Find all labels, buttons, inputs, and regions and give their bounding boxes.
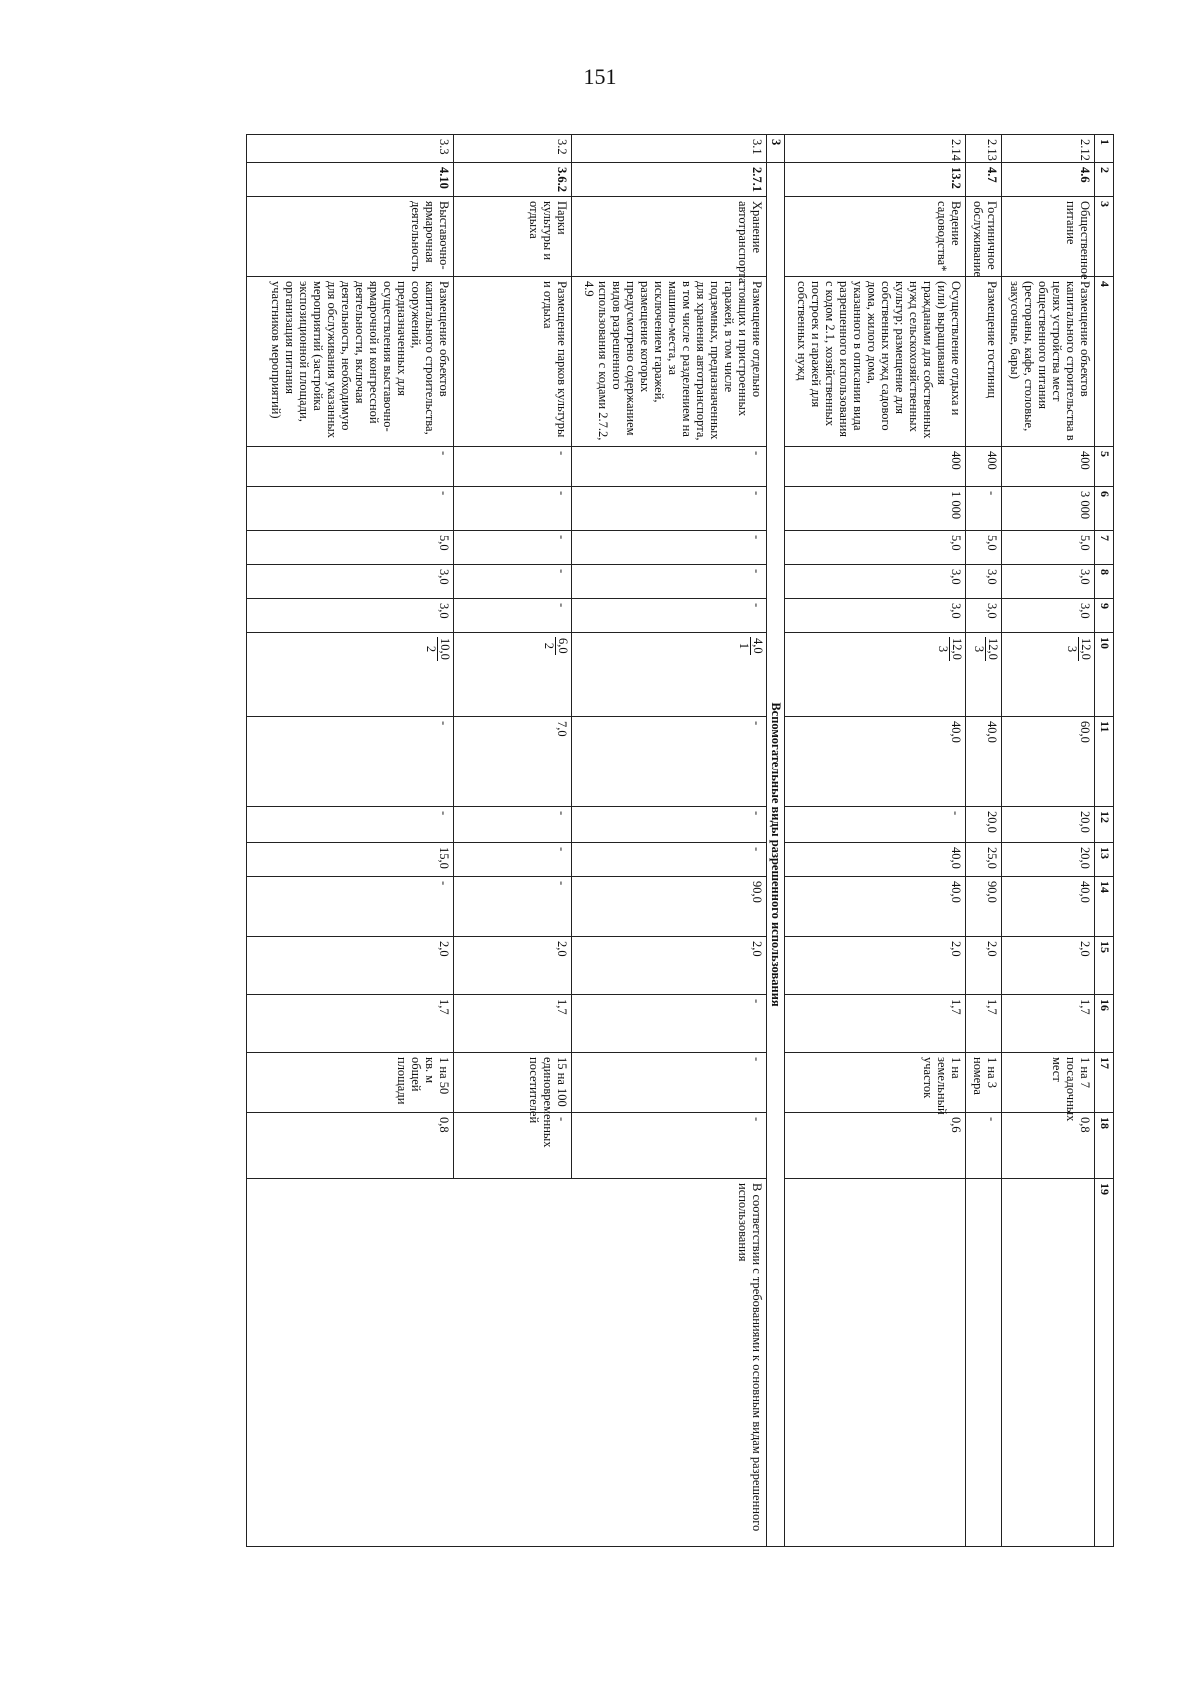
cell-value: 15 на 100 единовременных посетителей [454,1053,571,1113]
col-header: 9 [1095,599,1114,633]
cell-code: 4.6 [1001,163,1094,197]
cell-value: 40,0 [785,717,966,807]
cell-value: 20,0 [1001,843,1094,877]
section-heading-row [767,135,785,1547]
cell-value: 5,0 [1001,531,1094,565]
section-title: Вспомогательные виды разрешенного использования [767,163,785,1547]
col-header: 4 [1095,277,1114,447]
col-header: 17 [1095,1053,1114,1113]
col-header: 18 [1095,1113,1114,1179]
cell-value: - [571,1113,767,1179]
cell-value: - [571,1053,767,1113]
cell-code: 2.7.1 [571,163,767,197]
cell-value: 7,0 [454,717,571,807]
cell-value: - [247,877,454,937]
cell-value: 1 на 7 посадочных мест [1001,1053,1094,1113]
cell-value: 3,0 [785,599,966,633]
cell-value: 5,0 [785,531,966,565]
fraction [1065,637,1092,661]
cell-value: 40,0 [1001,877,1094,937]
fraction-numerator: 12,0 [985,638,1000,660]
cell-value: 2,0 [454,937,571,995]
section-number: 3 [767,135,785,163]
fraction-denominator: 3 [971,645,986,653]
cell-value: 1 000 [785,487,966,531]
cell-value: 40,0 [966,717,1002,807]
cell-value: - [571,843,767,877]
cell-code: 3.6.2 [454,163,571,197]
cell-value: 3,0 [966,565,1002,599]
cell-description: Размещение объектов капитального строительства, сооружений, предназначенных для осуществления выставочно-ярмарочной и конгрессной деятельности, включая деятельность, необходимую для обслуживания указанных мероприятий (застройка экспозиционной площади, организация питания участников мероприятий) [247,277,454,447]
cell-value: - [247,807,454,843]
cell-value: - [247,717,454,807]
cell-value: 1 на земельный участок [785,1053,966,1113]
cell-use-name: Общественное питание [1001,197,1094,277]
page-number: 151 [583,64,617,89]
fraction-numerator: 10,0 [438,638,453,660]
fraction [424,637,451,661]
cell-value: - [571,447,767,487]
col-header: 12 [1095,807,1114,843]
cell-value: - [571,599,767,633]
cell-value: 2,0 [571,937,767,995]
cell-value: - [454,807,571,843]
cell-value: - [571,531,767,565]
cell-description: Размещение гостиниц [966,277,1002,447]
cell-value: - [966,1113,1002,1179]
table-row [785,135,966,1547]
fraction-denominator: 2 [541,642,556,649]
cell-fraction [785,633,966,717]
cell-value: 1,7 [1001,995,1094,1053]
cell-value: - [454,447,571,487]
cell-value: 20,0 [966,807,1002,843]
cell-value: 3 000 [1001,487,1094,531]
table-row [571,135,767,1547]
rotated-table-container [246,134,1114,1532]
fraction-numerator: 12,0 [1079,638,1094,660]
cell-value: 3,0 [785,565,966,599]
cell-description: Размещение отдельно стоящих и пристроенных гаражей, в том числе подземных, предназначенных для хранения автотранспорта, в том числе с разделением на машино-места, за исключением гаражей, размещение которых предусмотрено содержанием видов разрешенного использования с кодами 2.7.2, 4.9 [571,277,767,447]
header-row [1095,135,1114,1547]
fraction [936,637,963,661]
zoning-parameters-table [246,134,1114,1547]
cell-description: Осуществление отдыха и (или) выращивания гражданами для собственных нужд сельскохозяйственных культур; размещение для собственных нужд садового дома, жилого дома, указанного в описании вида разрешенного использования с кодом 2.1, хозяйственных построек и гаражей для собственных нужд [785,277,966,447]
cell-value: 3,0 [247,599,454,633]
cell-fraction [1001,633,1094,717]
cell-value: - [571,717,767,807]
col-header: 1 [1095,135,1114,163]
col-header: 15 [1095,937,1114,995]
cell-requirements [966,1179,1002,1547]
cell-value: - [454,843,571,877]
cell-value: 2,0 [966,937,1002,995]
cell-code: 4.7 [966,163,1002,197]
cell-fraction [966,633,1002,717]
cell-value: - [571,487,767,531]
cell-value: 90,0 [571,877,767,937]
fraction-denominator: 3 [1065,645,1080,653]
fraction [542,637,569,655]
cell-value: - [785,807,966,843]
col-header: 6 [1095,487,1114,531]
cell-value: 5,0 [247,531,454,565]
cell-value: - [454,599,571,633]
col-header: 7 [1095,531,1114,565]
cell-value: 25,0 [966,843,1002,877]
cell-value: - [571,995,767,1053]
cell-fraction [247,633,454,717]
cell-fraction [454,633,571,717]
cell-value: 2,0 [1001,937,1094,995]
cell-value: - [454,565,571,599]
fraction [737,637,764,655]
cell-value: - [571,807,767,843]
cell-value: - [247,487,454,531]
col-header: 2 [1095,163,1114,197]
cell-value: 90,0 [966,877,1002,937]
cell-value: - [454,487,571,531]
cell-value: 3,0 [1001,599,1094,633]
cell-value: 1 на 3 номера [966,1053,1002,1113]
col-header: 13 [1095,843,1114,877]
cell-value: 0,8 [247,1113,454,1179]
fraction-denominator: 3 [936,645,951,653]
cell-use-name: Ведение садоводства* [785,197,966,277]
col-header: 3 [1095,197,1114,277]
col-header: 8 [1095,565,1114,599]
cell-code: 4.10 [247,163,454,197]
cell-value: 3,0 [966,599,1002,633]
col-header: 14 [1095,877,1114,937]
cell-requirements [785,1179,966,1547]
cell-number: 3.3 [247,135,454,163]
cell-value: - [966,487,1002,531]
cell-value: 2,0 [785,937,966,995]
cell-value: 1,7 [247,995,454,1053]
cell-number: 3.1 [571,135,767,163]
cell-number: 3.2 [454,135,571,163]
cell-value: - [454,1113,571,1179]
cell-value: - [247,447,454,487]
col-header: 10 [1095,633,1114,717]
fraction-numerator: 12,0 [950,638,965,660]
cell-fraction [571,633,767,717]
cell-value: - [454,531,571,565]
cell-requirements: В соответствии с требованиями к основным видам разрешенного использования [247,1179,767,1547]
col-header: 16 [1095,995,1114,1053]
col-header: 19 [1095,1179,1114,1547]
fraction-denominator: 1 [737,642,752,649]
cell-number: 2.14 [785,135,966,163]
col-header: 11 [1095,717,1114,807]
table-row [1001,135,1094,1547]
cell-value: - [454,877,571,937]
cell-use-name: Хранение автотранспорта [571,197,767,277]
cell-value: 15,0 [247,843,454,877]
cell-value: 0,8 [1001,1113,1094,1179]
cell-value: 1,7 [785,995,966,1053]
cell-value: 3,0 [1001,565,1094,599]
cell-code: 13.2 [785,163,966,197]
cell-description: Размещение парков культуры и отдыха [454,277,571,447]
fraction [972,637,999,661]
cell-value: 1,7 [454,995,571,1053]
cell-value: 5,0 [966,531,1002,565]
cell-number: 2.12 [1001,135,1094,163]
cell-requirements [1001,1179,1094,1547]
fraction-numerator: 4,0 [751,638,766,654]
cell-value: 0,6 [785,1113,966,1179]
fraction-numerator: 6,0 [555,638,570,654]
cell-value: 400 [1001,447,1094,487]
fraction-denominator: 2 [424,645,439,653]
cell-use-name: Выставочно-ярмарочная деятельность [247,197,454,277]
cell-value: - [571,565,767,599]
cell-value: 40,0 [785,877,966,937]
cell-value: 1,7 [966,995,1002,1053]
cell-value: 2,0 [247,937,454,995]
cell-value: 60,0 [1001,717,1094,807]
col-header: 5 [1095,447,1114,487]
cell-number: 2.13 [966,135,1002,163]
cell-value: 20,0 [1001,807,1094,843]
cell-value: 400 [785,447,966,487]
cell-value: 400 [966,447,1002,487]
cell-value: 40,0 [785,843,966,877]
cell-value: 3,0 [247,565,454,599]
cell-value: 1 на 50 кв. м общей площади [247,1053,454,1113]
cell-description: Размещение объектов капитального строительства в целях устройства мест общественного питания (рестораны, кафе, столовые, закусочные, бары) [1001,277,1094,447]
table-row [966,135,1002,1547]
cell-use-name: Гостиничное обслуживание [966,197,1002,277]
cell-use-name: Парки культуры и отдыха [454,197,571,277]
